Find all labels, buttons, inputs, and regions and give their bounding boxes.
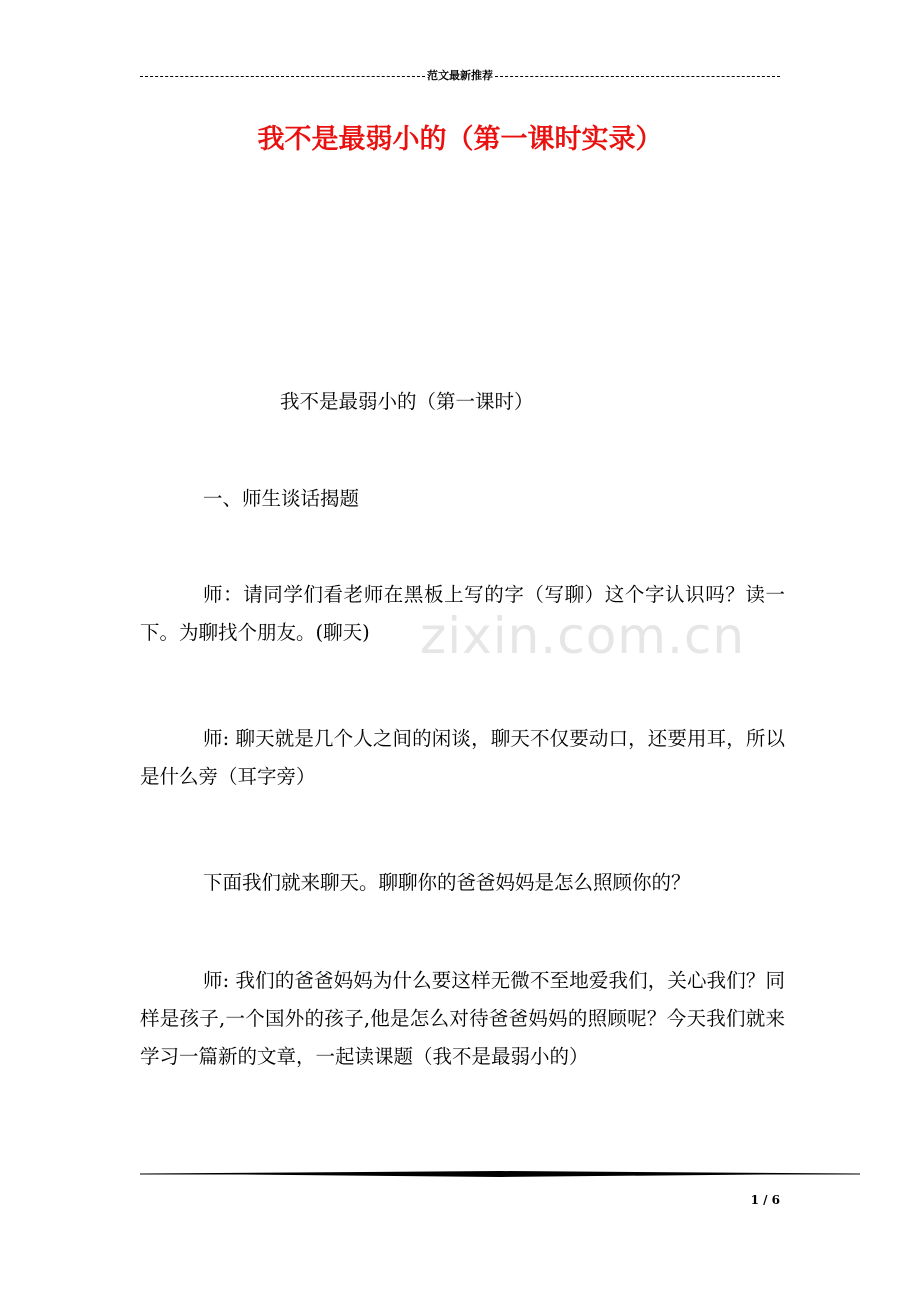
paragraph-2: 师: 聊天就是几个人之间的闲谈，聊天不仅要动口，还要用耳，所以是什么旁（耳字旁） [140,727,785,788]
paragraph-3: 下面我们就来聊天。聊聊你的爸爸妈妈是怎么照顾你的？ [203,871,691,894]
header-rule [140,68,780,84]
document-title: 我不是最弱小的（第一课时实录） [257,124,663,155]
header-label: 范文最新推荐 [427,69,493,82]
page-number: 1 / 6 [750,1193,780,1207]
footer-rule [140,1170,860,1178]
lesson-subtitle: 我不是最弱小的（第一课时） [280,390,534,413]
paragraph-4: 师: 我们的爸爸妈妈为什么要这样无微不至地爱我们，关心我们？同样是孩子,一个国外的孩子,他是怎么对待爸爸妈妈的照顾呢？今天我们就来学习一篇新的文章，一起读课题（我不是最弱小的） [140,969,785,1068]
paragraph-1: 师：请同学们看老师在黑板上写的字（写聊）这个字认识吗？读一下。为聊找个朋友。(聊天) [140,583,785,644]
header-dash-left [140,76,425,77]
section-heading: 一、师生谈话揭题 [203,487,360,510]
header-dash-right [495,76,780,77]
watermark: zixin.com.cn [420,607,746,665]
